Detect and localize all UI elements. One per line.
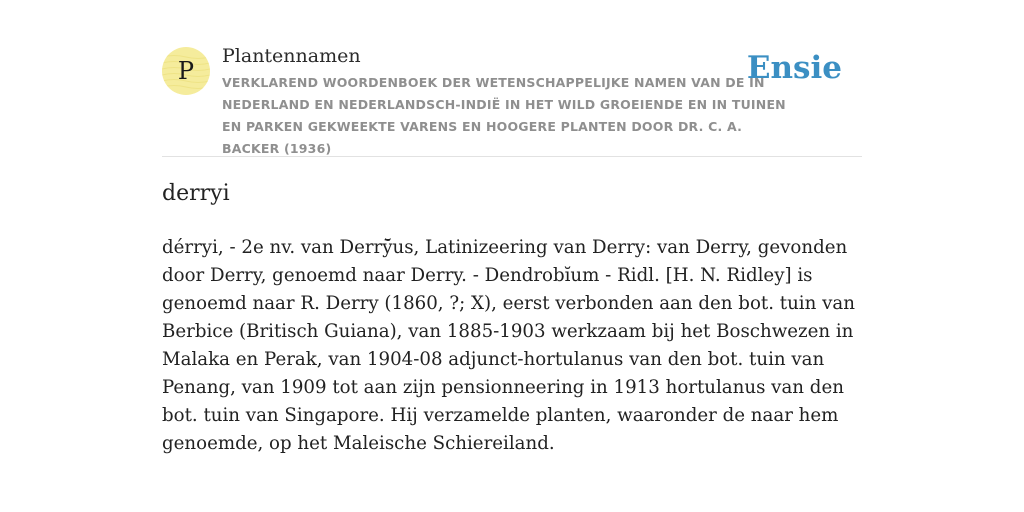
ensie-logo-link[interactable]: Ensie — [746, 50, 842, 86]
source-description: VERKLAREND WOORDENBOEK DER WETENSCHAPPELIJKE NAMEN VAN DE IN NEDERLAND EN NEDERLANDSCH-INDIË IN HET WILD GROEIENDE EN IN TUINEN EN PARKEN GEKWEEKTE VARENS EN HOOGERE PLANTEN DOOR DR. C. A. BACKER (1936) — [222, 75, 786, 156]
entry-definition: dérryi, - 2e nv. van Derrȳ̆us, Latinizeering van Derry: van Derry, gevonden door Derry, genoemd naar Derry. - Dendrobĭum - Ridl. [H. N. Ridley] is genoemd naar R. Derry (1860, ?; X), eerst verbonden aan den bot. tuin van Berbice (Britisch Guiana), van 1885-1903 werkzaam bij het Boschwezen in Malaka en Perak, van 1904-08 adjunct-hortulanus van den bot. tuin van Penang, van 1909 tot aan zijn pensionneering in 1913 hortulanus van den bot. tuin van Singapore. Hij verzamelde planten, waaronder de naar hem genoemde, op het Maleische Schiereiland. — [162, 237, 855, 454]
entry-term: derryi — [162, 181, 230, 206]
source-avatar[interactable] — [162, 47, 210, 95]
page-content — [162, 0, 862, 454]
source-header — [162, 0, 862, 157]
source-title[interactable]: Plantennamen — [222, 45, 361, 67]
avatar-letter: P — [177, 57, 195, 85]
